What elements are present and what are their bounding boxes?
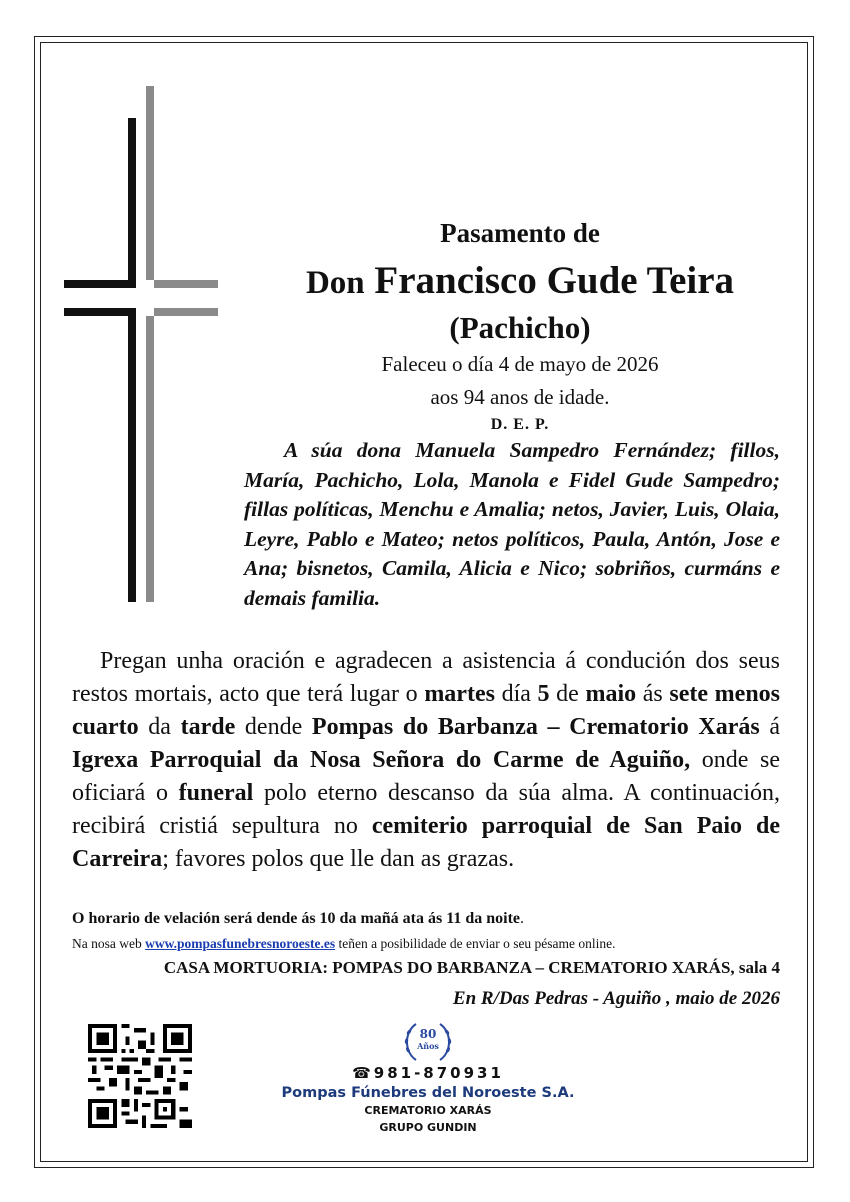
wake-hours: O horario de velación será dende ás 10 da mañá ata ás 11 da noite. <box>72 910 525 927</box>
website-link[interactable]: www.pompasfunebresnoroeste.es <box>145 936 336 951</box>
anniversary-badge-icon <box>400 1016 456 1068</box>
rip-line: D. E. P. <box>490 416 550 433</box>
badge-text: Años <box>417 1041 439 1051</box>
age-line: aos 94 anos de idade. <box>430 385 610 409</box>
place-date: En R/Das Pedras - Aguiño , maio de 2026 <box>452 988 780 1009</box>
ceremony-text: Pregan unha oración e agradecen a asistencia á condución dos seus restos mortais, acto que terá lugar o martes día 5 de maio ás sete menos cuarto da tarde dende Pompas do Barbanza – Crematorio Xarás á Igrexa Parroquial da Nosa Señora do Carme de Aguiño, onde se oficiará o funeral polo eterno descanso da súa alma. A continuación, recibirá cristiá sepultura no cemiterio parroquial de San Paio de Carreira; favores polos que lle dan as grazas. <box>72 648 781 872</box>
crematorium-name: CREMATORIO XARÁS <box>364 1104 492 1117</box>
web-line: Na nosa web www.pompasfunebresnoroeste.es teñen a posibilidade de enviar o seu pésame online. <box>72 936 616 951</box>
death-date: Faleceu o día 4 de mayo de 2026 <box>381 352 659 376</box>
intro-line: Pasamento de <box>440 218 600 248</box>
funeral-home-line: CASA MORTUORIA: POMPAS DO BARBANZA – CREMATORIO XARÁS, sala 4 <box>163 958 780 977</box>
phone-number: ☎981-870931 <box>352 1064 504 1082</box>
deceased-name <box>230 258 810 303</box>
group-name: GRUPO GUNDIN <box>379 1121 477 1134</box>
full-name: Francisco Gude Teira <box>374 259 735 302</box>
qr-code-icon[interactable] <box>88 1024 192 1128</box>
badge-number: 80 <box>419 1027 437 1041</box>
company-name: Pompas Fúnebres del Noroeste S.A. <box>281 1085 575 1101</box>
nickname: (Pachicho) <box>449 310 591 345</box>
honorific: Don <box>305 265 365 301</box>
family-text: A súa dona Manuela Sampedro Fernández; fillos, María, Pachicho, Lola, Manola e Fidel Gude Sampedro; fillas políticas, Menchu e Amalia; netos, Javier, Luis, Olaia, Leyre, Pablo e Mateo; netos políticos, Paula, Antón, Jose e Ana; bisnetos, Camila, Alicia e Nico; sobriños, curmáns e demais familia. <box>244 438 780 610</box>
